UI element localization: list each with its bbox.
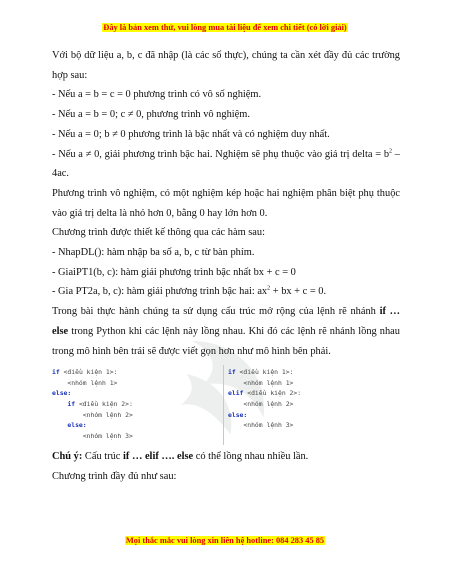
case-2: - Nếu a = b = 0; c ≠ 0, phương trình vô nghiệm. <box>52 109 250 121</box>
code-if-keyword-nested: if <box>67 400 76 409</box>
function-giaipt2-tail: + bx + c = 0. <box>270 286 327 298</box>
function-giaipt2 <box>52 282 400 302</box>
code-condition-2: <điều kiện 2>: <box>75 400 133 409</box>
code-divider <box>223 365 224 445</box>
design-paragraph: Chương trình được thiết kế thông qua các hàm sau: <box>52 227 265 239</box>
note-text-start: Cấu trúc <box>82 451 124 463</box>
code-block-2: <nhóm lệnh 2> <box>82 410 133 419</box>
footer-banner <box>0 536 450 545</box>
code-else-keyword: else: <box>52 389 72 398</box>
full-program-heading: Chương trình đầy đủ như sau: <box>52 470 177 482</box>
function-giaipt2-exponent: 2 <box>267 285 271 292</box>
code-condition-1: <điều kiện 1>: <box>235 368 294 377</box>
case-4-text: - Nếu a ≠ 0, giải phương trình bậc hai. Nghiệm sẽ phụ thuộc vào giá trị delta = b <box>52 148 390 160</box>
note-text-end: có thể lồng nhau nhiều lần. <box>193 451 309 463</box>
code-panel-nested <box>52 365 218 445</box>
footer-banner-text: Mọi thắc mắc vui lòng xin liên hệ hotline: 084 283 45 85 <box>125 536 325 545</box>
case-4-exponent: 2 <box>389 148 393 155</box>
header-banner <box>0 23 450 32</box>
note-keyword: if … elif …. else <box>123 451 194 463</box>
code-else-keyword-nested: else: <box>67 421 87 430</box>
roots-paragraph: Phương trình vô nghiệm, có một nghiệm kép hoặc hai nghiệm phân biệt phụ thuộc vào giá trị delta là nhỏ hơn 0, bằng 0 hay lớn hơn 0. <box>52 187 400 219</box>
function-giaipt1: - GiaiPT1(b, c): hàm giải phương trình bậc nhất bx + c = 0 <box>52 266 296 278</box>
note-label: Chú ý: <box>52 451 83 463</box>
case-1: - Nếu a = b = c = 0 phương trình có vô số nghiệm. <box>52 89 262 101</box>
code-condition-2: <điều kiện 2>: <box>243 389 302 398</box>
code-if-keyword: if <box>52 368 60 377</box>
code-else-keyword: else: <box>228 410 248 419</box>
code-condition-1: <điều kiện 1>: <box>59 368 118 377</box>
note-paragraph <box>52 447 400 467</box>
code-if-keyword: if <box>228 368 236 377</box>
code-comparison <box>52 365 400 445</box>
intro-paragraph: Với bộ dữ liệu a, b, c đã nhập (là các số thực), chúng ta cần xét đầy đủ các trường hợp sau: <box>52 50 400 81</box>
case-4-tail: – 4ac. <box>52 148 400 180</box>
nested-text-end: trong Python khi các lệnh này lồng nhau. Khi đó các lệnh rẽ nhánh lồng nhau trong mô hình bên trái sẽ được viết gọn hơn như mô hình bên phải. <box>52 325 400 357</box>
case-4 <box>52 145 400 184</box>
document-body <box>52 46 400 487</box>
code-block-1: <nhóm lệnh 1> <box>67 378 118 387</box>
header-banner-text: Đây là bản xem thử, vui lòng mua tài liệu để xem chi tiết (có lời giải) <box>103 23 347 32</box>
code-block-3: <nhóm lệnh 3> <box>82 431 133 440</box>
function-giaipt2-text: - Gia PT2a, b, c): hàm giải phương trình bậc hai: ax <box>52 286 268 298</box>
nested-paragraph <box>52 302 400 361</box>
nested-text-start: Trong bài thực hành chúng ta sử dụng cấu trúc mở rộng của lệnh rẽ nhánh <box>52 306 380 318</box>
code-block-1: <nhóm lệnh 1> <box>243 378 294 387</box>
function-nhapdl: - NhapDL(): hàm nhập ba số a, b, c từ bàn phím. <box>52 247 255 259</box>
nested-keyword: if … else <box>52 306 400 337</box>
code-block-3: <nhóm lệnh 3> <box>243 421 294 430</box>
code-block-2: <nhóm lệnh 2> <box>243 400 294 409</box>
code-elif-keyword: elif <box>228 389 244 398</box>
case-3: - Nếu a = 0; b ≠ 0 phương trình là bậc nhất và có nghiệm duy nhất. <box>52 128 330 140</box>
code-panel-elif <box>228 365 400 445</box>
